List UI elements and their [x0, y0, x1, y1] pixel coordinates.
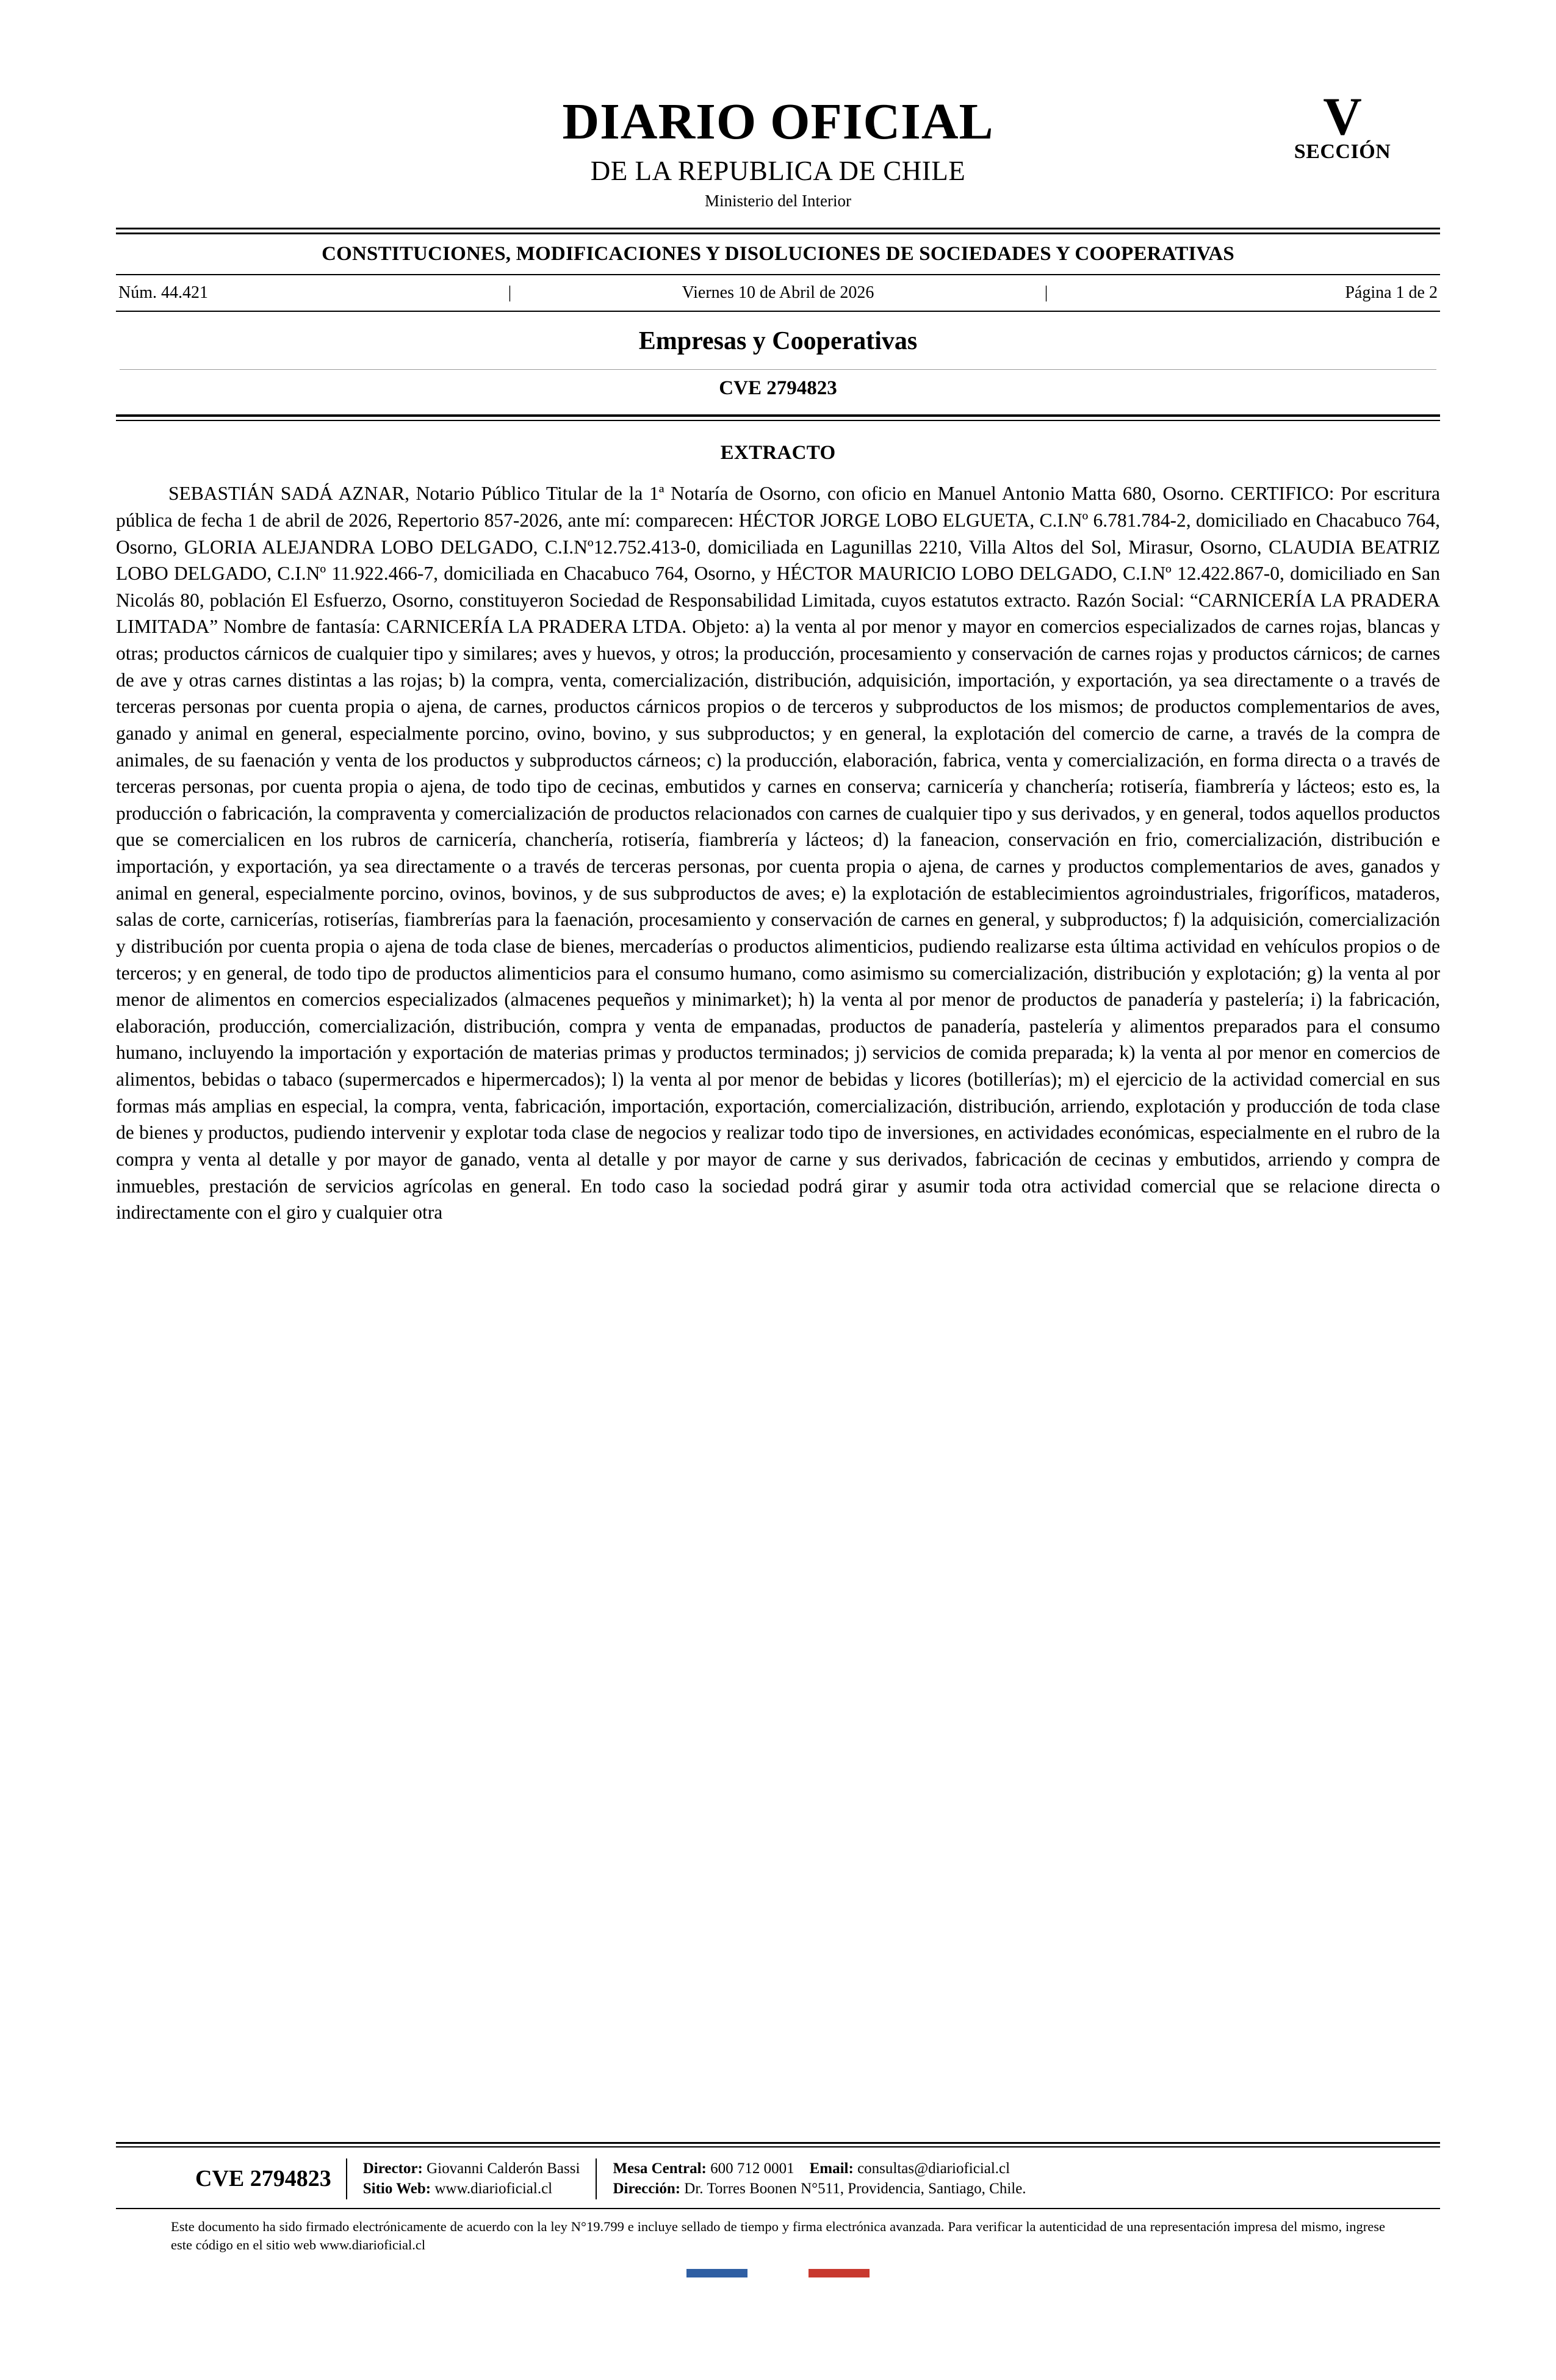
body-paragraph: SEBASTIÁN SADÁ AZNAR, Notario Público Titular de la 1ª Notaría de Osorno, con oficio en Manuel Antonio Matta 680, Osorno. CERTIFICO: Por escritura pública de fecha 1 de abril de 2026, Repertorio 857-2026, ante mí: comparecen: HÉCTOR JORGE LOBO ELGUETA, C.I.Nº 6.781.784-2, domiciliado en Chacabuco 764, Osorno, GLORIA ALEJANDRA LOBO DELGADO, C.I.Nº12.752.413-0, domiciliada en Lagunillas 2210, Villa Altos del Sol, Mirasur, Osorno, CLAUDIA BEATRIZ LOBO DELGADO, C.I.Nº 11.922.466-7, domiciliada en Chacabuco 764, Osorno, y HÉCTOR MAURICIO LOBO DELGADO, C.I.Nº 12.422.867-0, domiciliado en San Nicolás 80, población El Esfuerzo, Osorno, constituyeron Sociedad de Responsabilidad Limitada, cuyos estatutos extracto. Razón Social: “CARNICERÍA LA PRADERA LIMITADA” Nombre de fantasía: CARNICERÍA LA PRADERA LTDA. Objeto: a) la venta al por menor y mayor en comercios especializados de carnes rojas, blancas y otras; productos cárnicos de cualquier tipo y similares; aves y huevos, y otros; la producción, procesamiento y conservación de carnes rojas y productos cárnicos; de carnes de ave y otras carnes distintas a las rojas; b) la compra, venta, comercialización, distribución, adquisición, importación, y exportación, ya sea directamente o a través de terceras personas por cuenta propia o ajena, de carnes, productos cárnicos propios o de terceros y subproductos de los mismos; de productos complementarios de aves, ganado y animal en general, especialmente porcino, ovino, bovino, y sus subproductos; y en general, la explotación del comercio de carne, a través de la compra de animales, de su faenación y venta de los productos y subproductos cárneos; c) la producción, elaboración, fabrica, venta y comercialización, en forma directa o a través de terceras personas, por cuenta propia o ajena, de todo tipo de cecinas, embutidos y carnes en conserva; carnicería y chanchería; rotisería, fiambrería y lácteos; esto es, la producción o fabricación, la compraventa y comercialización de productos relacionados con carnes de cualquier tipo y sus derivados, y en general, todos aquellos productos que se comercialicen en los rubros de carnicería, chanchería, rotisería, fiambrería y lácteos; d) la faneacion, conservación en frio, comercialización, distribución e importación, y exportación, ya sea directamente o a través de terceras personas, por cuenta propia o ajena, de carnes y productos complementarios de aves, ganados y animal en general, especialmente porcino, ovinos, bovinos, y de sus subproductos de aves; e) la explotación de establecimientos agroindustriales, frigoríficos, mataderos, salas de corte, carnicerías, rotiserías, fiambrerías para la faenación, procesamiento y conservación de carnes en general, y subproductos; f) la adquisición, comercialización y distribución por cuenta propia o ajena de toda clase de bienes, mercaderías o productos alimenticios, pudiendo realizarse esta última actividad en vehículos propios o de terceros; y en general, de todo tipo de productos alimenticios para el consumo humano, como asimismo su comercialización, distribución y explotación; g) la venta al por menor de alimentos en comercios especializados (almacenes pequeños y minimarket); h) la venta al por menor de productos de panadería y pastelería; i) la fabricación, elaboración, producción, comercialización, distribución, compra y venta de empanadas, productos de panadería, pastelería y alimentos preparados para el consumo humano, incluyendo la importación y exportación de materias primas y productos terminados; j) servicios de comida preparada; k) la venta al por menor en comercios de alimentos, bebidas o tabaco (supermercados e hipermercados); l) la venta al por menor de bebidas y licores (botillerías); m) el ejercicio de la actividad comercial en sus formas más amplias en especial, la compra, venta, fabricación, importación, exportación, comercialización, distribución, arriendo, explotación y producción de toda clase de bienes y productos, pudiendo intervenir y explotar toda clase de negocios y realizar todo tipo de inversiones, en actividades económicas, especialmente en el rubro de la compra y venta al detalle y por mayor de ganado, venta al detalle y por mayor de carne y sus derivados, fabricación de cecinas y embutidos, arriendo y compra de inmuebles, prestación de servicios agrícolas en general. En todo caso la sociedad podrá girar y asumir toda otra actividad comercial que se relacione directa o indirectamente con el giro y cualquier otra	[116, 483, 1440, 1224]
divider-heavy	[116, 414, 1440, 421]
footer-contact-block	[596, 2158, 1042, 2199]
footer-director-block	[346, 2158, 596, 2199]
footer-address-line	[613, 2179, 1026, 2199]
cve-heading: CVE 2794823	[719, 377, 837, 400]
section-banner: CONSTITUCIONES, MODIFICACIONES Y DISOLUCIONES DE SOCIEDADES Y COOPERATIVAS	[322, 243, 1234, 265]
document-category-heading: Empresas y Cooperativas	[638, 327, 918, 356]
footer-address-value: Dr. Torres Boonen N°511, Providencia, Santiago, Chile.	[684, 2180, 1026, 2198]
footer-main	[116, 2147, 1440, 2208]
document-body	[116, 480, 1440, 1226]
footer-cve: CVE 2794823	[195, 2166, 331, 2192]
page-content	[116, 85, 1440, 1226]
footer-phone-label: Mesa Central:	[613, 2160, 707, 2177]
section-word: SECCIÓN	[1294, 140, 1391, 163]
footer-divider-top	[116, 2142, 1440, 2147]
footer-website-value[interactable]: www.diarioficial.cl	[434, 2180, 553, 2198]
footer-director-line	[363, 2158, 580, 2179]
footer-legal-note: Este documento ha sido firmado electrónicamente de acuerdo con la ley N°19.799 e incluye sellado de tiempo y firma electrónica avanzada. Para verificar la autenticidad de una representación impresa del mismo, ingrese este código en el sitio web www.diarioficial.cl	[171, 2218, 1385, 2252]
flag-blue	[686, 2269, 747, 2277]
flag-white	[747, 2269, 809, 2277]
footer-phone-value: 600 712 0001	[710, 2160, 794, 2177]
footer-website-line	[363, 2179, 580, 2199]
publication-subtitle: DE LA REPUBLICA DE CHILE	[590, 156, 966, 186]
page-number: Página 1 de 2	[1345, 283, 1438, 303]
footer-contact-line	[613, 2158, 1026, 2179]
issue-date: | Viernes 10 de Abril de 2026 |	[514, 283, 1042, 303]
footer-address-label: Dirección:	[613, 2180, 681, 2198]
masthead	[116, 85, 1440, 212]
page-footer	[116, 2142, 1440, 2277]
footer-director-value: Giovanni Calderón Bassi	[427, 2160, 580, 2177]
flag-red	[809, 2269, 870, 2277]
footer-email-label: Email:	[809, 2160, 854, 2177]
section-mark	[1251, 87, 1434, 164]
footer-email-value[interactable]: consultas@diarioficial.cl	[857, 2160, 1010, 2177]
footer-director-label: Director:	[362, 2160, 423, 2177]
ministry-label: Ministerio del Interior	[705, 192, 851, 211]
chile-flag-bar	[686, 2269, 870, 2277]
divider-top	[116, 228, 1440, 234]
section-letter: V	[1323, 87, 1362, 146]
issue-bar	[116, 275, 1440, 311]
publication-title: DIARIO OFICIAL	[562, 93, 994, 150]
footer-website-label: Sitio Web:	[362, 2180, 431, 2198]
extracto-label: EXTRACTO	[720, 442, 836, 464]
issue-number: Núm. 44.421	[118, 283, 208, 303]
